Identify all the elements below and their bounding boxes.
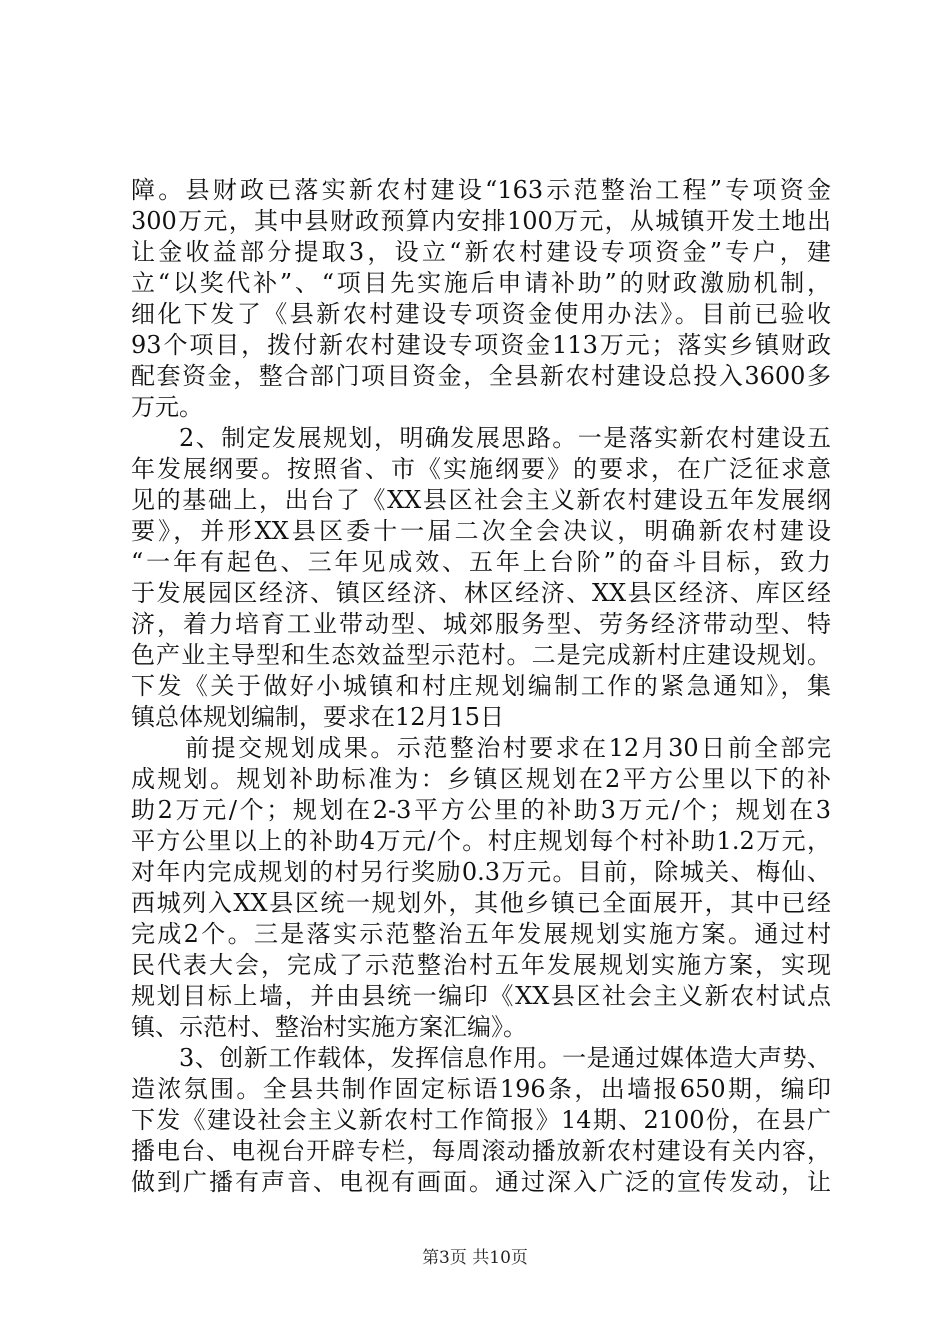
paragraph-start-line: 3、创新工作载体，发挥信息作用。一是通过媒体造大声势、	[179, 1044, 831, 1072]
text-line: 93个项目，拨付新农村建设专项资金113万元；落实乡镇财政	[131, 331, 831, 359]
paragraph-start-line: 2、制定发展规划，明确发展思路。一是落实新农村建设五	[179, 424, 831, 452]
text-line: 规划目标上墙，并由县统一编印《XX县区社会主义新农村试点	[131, 982, 831, 1010]
document-body	[131, 175, 831, 1198]
text-line: 民代表大会，完成了示范整治村五年发展规划实施方案，实现	[131, 951, 831, 979]
text-line: 成规划。规划补助标准为：乡镇区规划在2平方公里以下的补	[131, 765, 831, 793]
page-number-footer: 第3页 共10页	[422, 1248, 528, 1268]
text-line: 要》，并形XX县区委十一届二次全会决议，明确新农村建设	[131, 517, 831, 545]
text-line: 完成2个。三是落实示范整治五年发展规划实施方案。通过村	[131, 920, 831, 948]
text-line: 西城列入XX县区统一规划外，其他乡镇已全面展开，其中已经	[131, 889, 831, 917]
text-line: 镇总体规划编制，要求在12月15日	[131, 703, 505, 731]
text-line: 年发展纲要。按照省、市《实施纲要》的要求，在广泛征求意	[131, 455, 831, 483]
text-line: “一年有起色、三年见成效、五年上台阶”的奋斗目标，致力	[131, 548, 831, 576]
text-line: 色产业主导型和生态效益型示范村。二是完成新村庄建设规划。	[131, 641, 831, 669]
text-line: 济，着力培育工业带动型、城郊服务型、劳务经济带动型、特	[131, 610, 831, 638]
text-line: 助2万元/个；规划在2-3平方公里的补助3万元/个；规划在3	[131, 796, 831, 824]
text-line: 播电台、电视台开辟专栏，每周滚动播放新农村建设有关内容，	[131, 1137, 831, 1165]
text-line: 300万元，其中县财政预算内安排100万元，从城镇开发土地出	[131, 207, 831, 235]
text-line: 下发《建设社会主义新农村工作简报》14期、2100份，在县广	[131, 1106, 831, 1134]
text-line: 让金收益部分提取3，设立“新农村建设专项资金”专户，建	[131, 238, 831, 266]
text-line: 镇、示范村、整治村实施方案汇编》。	[131, 1013, 527, 1041]
text-line: 对年内完成规划的村另行奖励0.3万元。目前，除城关、梅仙、	[131, 858, 831, 886]
text-line: 平方公里以上的补助4万元/个。村庄规划每个村补助1.2万元，	[131, 827, 831, 855]
text-line: 障。县财政已落实新农村建设“163示范整治工程”专项资金	[131, 176, 831, 204]
text-line: 下发《关于做好小城镇和村庄规划编制工作的紧急通知》，集	[131, 672, 831, 700]
text-line: 造浓氛围。全县共制作固定标语196条，出墙报650期，编印	[131, 1075, 831, 1103]
text-line: 于发展园区经济、镇区经济、林区经济、XX县区经济、库区经	[131, 579, 831, 607]
text-line: 见的基础上，出台了《XX县区社会主义新农村建设五年发展纲	[131, 486, 831, 514]
text-line: 细化下发了《县新农村建设专项资金使用办法》。目前已验收	[131, 300, 831, 328]
text-line: 万元。	[131, 393, 203, 421]
text-line: 立“以奖代补”、“项目先实施后申请补助”的财政激励机制，	[131, 269, 831, 297]
paragraph-start-line: 前提交规划成果。示范整治村要求在12月30日前全部完	[185, 734, 831, 762]
text-line: 做到广播有声音、电视有画面。通过深入广泛的宣传发动，让	[131, 1168, 831, 1196]
text-line: 配套资金，整合部门项目资金，全县新农村建设总投入3600多	[131, 362, 831, 390]
